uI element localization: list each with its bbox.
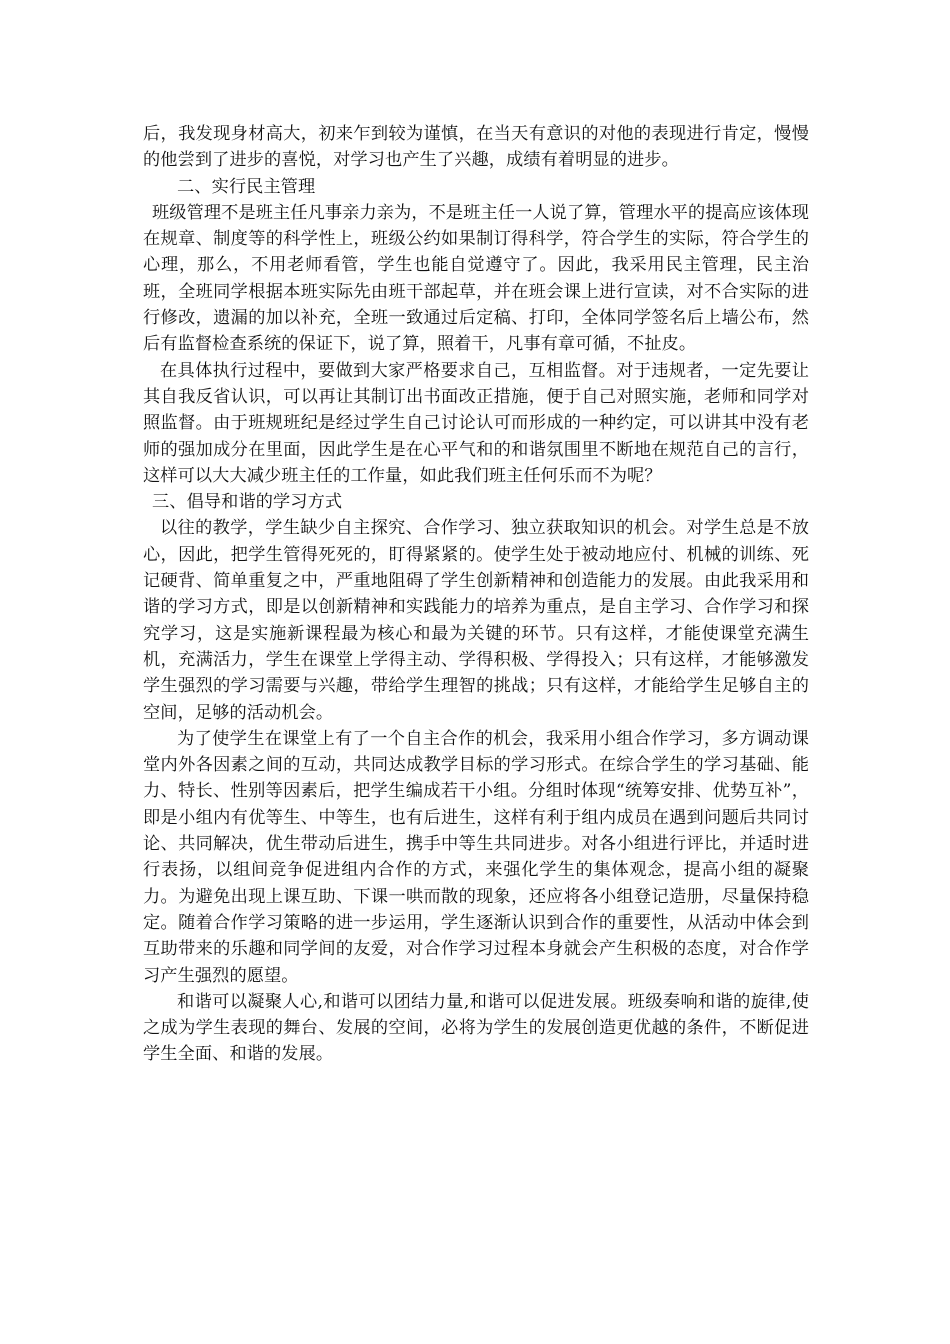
paragraph-group-learning: 为了使学生在课堂上有了一个自主合作的机会，我采用小组合作学习，多方调动课堂内外各因素之间的互动，共同达成教学目标的学习形式。在综合学生的学习基础、能力、特长、性别等因素后，把学生编成若干小组。分组时体现“统筹安排、优势互补”，即是小组内有优等生、中等生，也有后进生，这样有利于组内成员在遇到问题后共同讨论、共同解决，优生带动后进生，携手中等生共同进步。对各小组进行评比，并适时进行表扬，以组间竞争促进组内合作的方式，来强化学生的集体观念，提高小组的凝聚力。为避免出现上课互助、下课一哄而散的现象，还应将各小组登记造册，尽量保持稳定。随着合作学习策略的进一步运用，学生逐渐认识到合作的重要性，从活动中体会到互助带来的乐趣和同学间的友爱，对合作学习过程本身就会产生积极的态度，对合作学习产生强烈的愿望。 (143, 728, 809, 986)
section-heading-harmonious-learning: 三、倡导和谐的学习方式 (152, 492, 343, 513)
paragraph-continuation: 后，我发现身材高大，初来乍到较为谨慎，在当天有意识的对他的表现进行肯定，慢慢的他尝到了进步的喜悦，对学习也产生了兴趣，成绩有着明显的进步。 (143, 124, 809, 171)
paragraph-past-teaching: 以往的教学，学生缺少自主探究、合作学习、独立获取知识的机会。对学生总是不放心，因此，把学生管得死死的，盯得紧紧的。使学生处于被动地应付、机械的训练、死记硬背、简单重复之中，严重地阻碍了学生创新精神和创造能力的发展。由此我采用和谐的学习方式，即是以创新精神和实践能力的培养为重点，是自主学习、合作学习和探究学习，这是实施新课程最为核心和最为关键的环节。只有这样，才能使课堂充满生机，充满活力，学生在课堂上学得主动、学得积极、学得投入；只有这样，才能够激发学生强烈的学习需要与兴趣，带给学生理智的挑战；只有这样，才能给学生足够自主的空间，足够的活动机会。 (143, 518, 809, 723)
paragraph-conclusion: 和谐可以凝聚人心,和谐可以团结力量,和谐可以促进发展。班级奏响和谐的旋律,使之成为学生表现的舞台、发展的空间，必将为学生的发展创造更优越的条件，不断促进学生全面、和谐的发展。 (143, 991, 809, 1065)
document-body (143, 121, 809, 1068)
section-heading-democratic-management: 二、实行民主管理 (177, 176, 316, 197)
paragraph-execution-process: 在具体执行过程中，要做到大家严格要求自己，互相监督。对于违规者，一定先要让其自我反省认识，可以再让其制订出书面改正措施，便于自己对照实施，老师和同学对照监督。由于班规班纪是经过学生自己讨论认可而形成的一种约定，可以讲其中没有老师的强加成分在里面，因此学生是在心平气和的和谐氛围里不断地在规范自己的言行，这样可以大大减少班主任的工作量，如此我们班主任何乐而不为呢？ (143, 360, 809, 486)
paragraph-class-management: 班级管理不是班主任凡事亲力亲为，不是班主任一人说了算，管理水平的提高应该体现在规章、制度等的科学性上，班级公约如果制订得科学，符合学生的实际，符合学生的心理，那么，不用老师看管，学生也能自觉遵守了。因此，我采用民主管理，民主治班，全班同学根据本班实际先由班干部起草，并在班会课上进行宣读，对不合实际的进行修改，遗漏的加以补充，全班一致通过后定稿、打印，全体同学签名后上墙公布，然后有监督检查系统的保证下，说了算，照着干，凡事有章可循，不扯皮。 (143, 202, 809, 355)
